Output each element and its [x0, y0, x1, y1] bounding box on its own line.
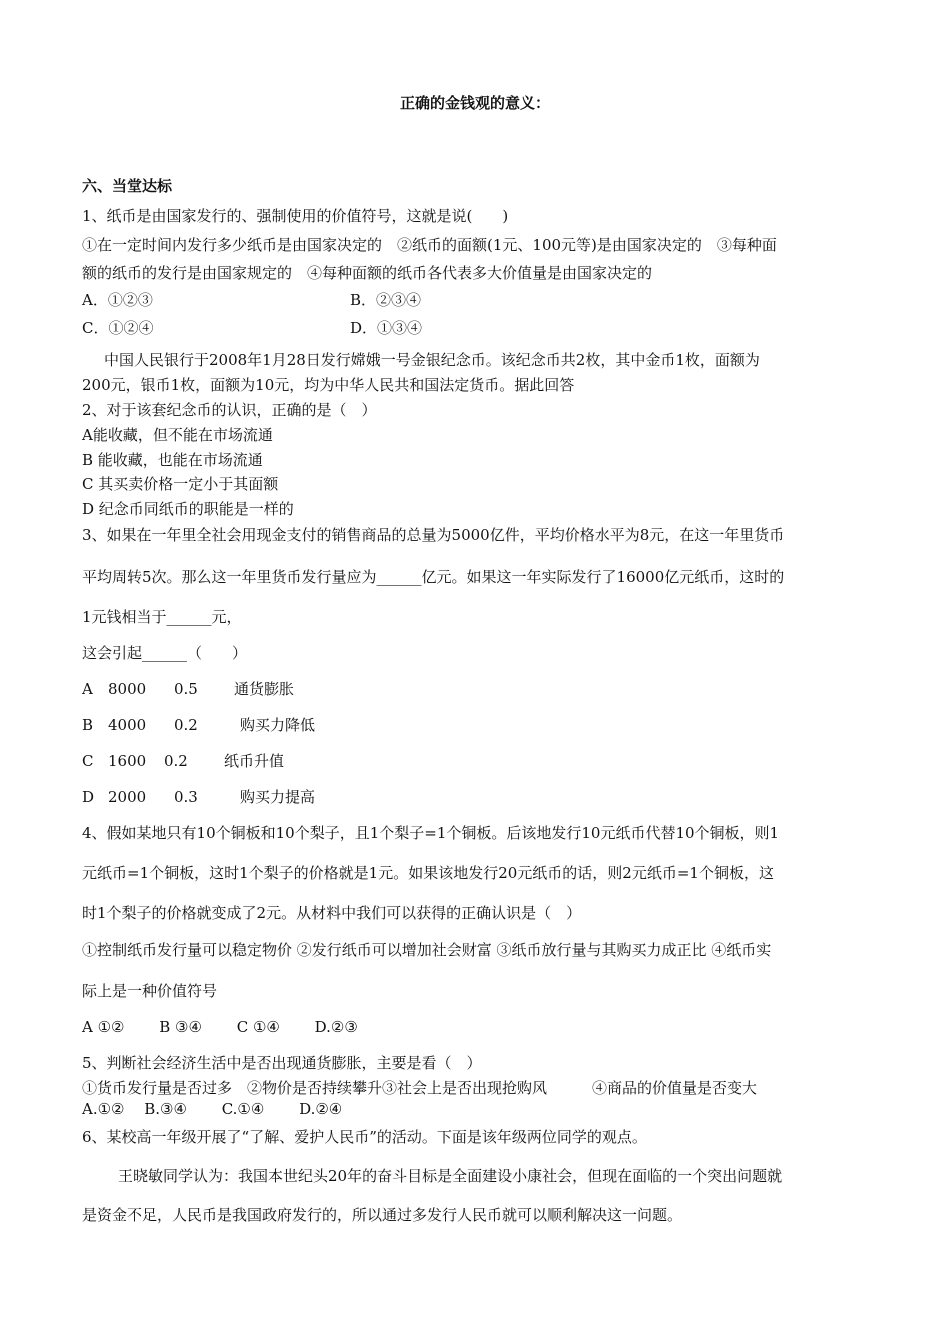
- option-value-c: 纸币升值: [224, 752, 285, 770]
- option-value-b: 0.3: [174, 788, 198, 806]
- option-value-b: 0.2: [164, 752, 188, 770]
- option-value-a: 4000: [108, 716, 147, 734]
- option-value-c: 通货膨胀: [234, 680, 295, 698]
- q1-stem: 1、纸币是由国家发行的、强制使用的价值符号，这就是说( ): [82, 207, 509, 225]
- option-letter: A: [82, 680, 93, 698]
- option-value-c: 购买力降低: [240, 716, 316, 734]
- option-value-b: 0.2: [174, 716, 198, 734]
- option-value-a: 8000: [108, 680, 147, 698]
- option-letter: C: [82, 752, 94, 770]
- q1-option-d: D．①③④: [350, 319, 423, 337]
- q2-option-b: B 能收藏，也能在市场流通: [82, 451, 263, 469]
- option-value-a: 2000: [108, 788, 147, 806]
- q4-line3: 时1个梨子的价格就变成了2元。从材料中我们可以获得的正确认识是（ ）: [82, 904, 582, 922]
- q1-option-c: C．①②④: [82, 319, 154, 337]
- option-value-b: 0.5: [174, 680, 198, 698]
- q6-line2: 是资金不足，人民币是我国政府发行的，所以通过多发行人民币就可以顺利解决这一问题。: [82, 1206, 683, 1224]
- q4-line1: 4、假如某地只有10个铜板和10个梨子，且1个梨子=1个铜板。后该地发行10元纸币代替10个铜板，则1: [82, 824, 780, 842]
- q6-line1: 王晓敏同学认为：我国本世纪头20年的奋斗目标是全面建设小康社会，但现在面临的一个突出问题就: [118, 1167, 783, 1185]
- option-letter: D: [82, 788, 95, 806]
- section-heading: 六、当堂达标: [82, 177, 173, 195]
- q5-items: ①货币发行量是否过多 ②物价是否持续攀升③社会上是否出现抢购风 ④商品的价值量是否变大: [82, 1079, 758, 1097]
- q2-option-a: A能收藏，但不能在市场流通: [82, 426, 273, 444]
- q3-option-a: [82, 679, 294, 699]
- q3-line3: 1元钱相当于______元，: [82, 608, 242, 626]
- option-letter: B: [82, 716, 94, 734]
- q1-items-line1: ①在一定时间内发行多少纸币是由国家决定的 ②纸币的面额(1元、100元等)是由国家决定的 ③每种面: [82, 236, 777, 254]
- q1-option-b: B．②③④: [350, 291, 422, 309]
- q4-line2: 元纸币=1个铜板，这时1个梨子的价格就是1元。如果该地发行20元纸币的话，则2元纸币=1个铜板，这: [82, 864, 774, 882]
- q4-line4: ①控制纸币发行量可以稳定物价 ②发行纸币可以增加社会财富 ③纸币放行量与其购买力成正比 ④纸币实: [82, 941, 772, 959]
- q2-option-d: D 纪念币同纸币的职能是一样的: [82, 500, 294, 518]
- q1-option-a: A．①②③: [82, 291, 153, 309]
- q4-line5: 际上是一种价值符号: [82, 982, 218, 1000]
- material-line2: 200元，银币1枚，面额为10元，均为中华人民共和国法定货币。据此回答: [82, 376, 575, 394]
- q4-options: A ①② B ③④ C ①④ D.②③: [82, 1018, 358, 1036]
- q3-line1: 3、如果在一年里全社会用现金支付的销售商品的总量为5000亿件，平均价格水平为8元，在这一年里货币: [82, 526, 785, 544]
- option-value-a: 1600: [108, 752, 147, 770]
- q1-items-line2: 额的纸币的发行是由国家规定的 ④每种面额的纸币各代表多大价值量是由国家决定的: [82, 264, 653, 282]
- q2-stem: 2、对于该套纪念币的认识，正确的是（ ）: [82, 401, 377, 419]
- option-value-c: 购买力提高: [240, 788, 316, 806]
- q3-line4: 这会引起______（ ）: [82, 644, 248, 662]
- q5-options: A.①② B.③④ C.①④ D.②④: [82, 1100, 343, 1118]
- q3-option-d: [82, 787, 315, 807]
- page-title: 正确的金钱观的意义：: [399, 94, 550, 112]
- q3-option-c: [82, 751, 284, 771]
- material-line1: 中国人民银行于2008年1月28日发行嫦娥一号金银纪念币。该纪念币共2枚，其中金币1枚，面额为: [104, 351, 760, 369]
- q3-option-b: [82, 715, 315, 735]
- q6-stem: 6、某校高一年级开展了“了解、爱护人民币”的活动。下面是该年级两位同学的观点。: [82, 1128, 647, 1146]
- q5-stem: 5、判断社会经济生活中是否出现通货膨胀，主要是看（ ）: [82, 1054, 482, 1072]
- q2-option-c: C 其买卖价格一定小于其面额: [82, 475, 279, 493]
- q3-line2: 平均周转5次。那么这一年里货币发行量应为______亿元。如果这一年实际发行了16000亿元纸币，这时的: [82, 568, 785, 586]
